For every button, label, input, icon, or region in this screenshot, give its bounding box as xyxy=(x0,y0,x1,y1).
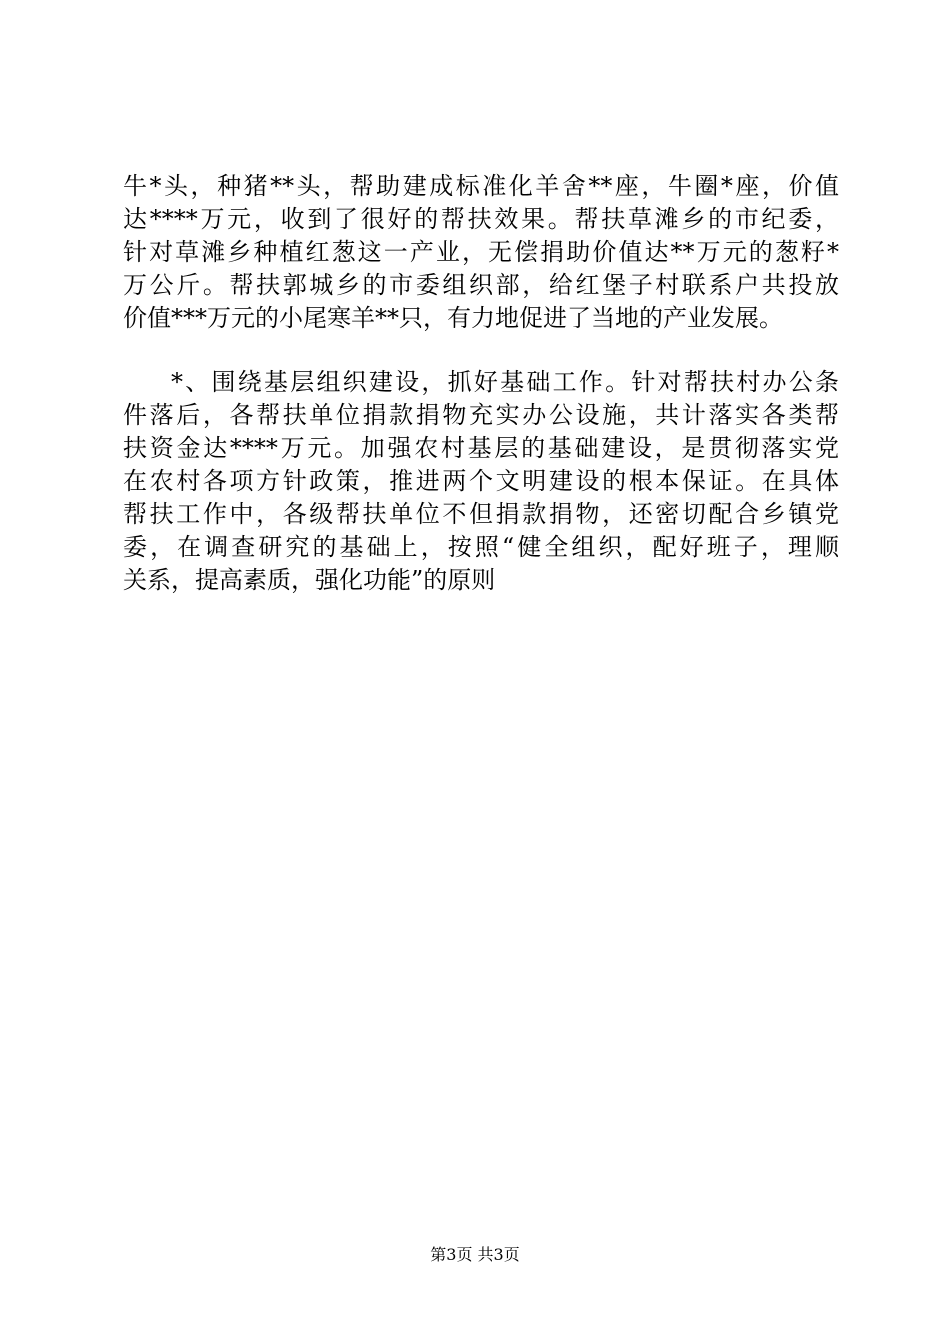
paragraph-line: 针对草滩乡种植红葱这一产业，无偿捐助价值达**万元的葱籽* xyxy=(123,238,839,266)
page-footer xyxy=(0,1245,950,1265)
paragraph-spacer xyxy=(123,335,839,366)
page-number-label: 第3页 共3页 xyxy=(430,1245,520,1264)
paragraph-line: 关系，提高素质，强化功能”的原则 xyxy=(123,566,496,594)
paragraph-1 xyxy=(123,170,839,335)
paragraph-line: 达****万元，收到了很好的帮扶效果。帮扶草滩乡的市纪委， xyxy=(123,205,839,233)
document-body xyxy=(123,170,839,597)
paragraph-line: 件落后，各帮扶单位捐款捐物充实办公设施，共计落实各类帮 xyxy=(123,401,839,429)
paragraph-line: 万公斤。帮扶郭城乡的市委组织部，给红堡子村联系户共投放 xyxy=(123,271,839,299)
paragraph-line: 帮扶工作中，各级帮扶单位不但捐款捐物，还密切配合乡镇党 xyxy=(123,500,839,528)
paragraph-line: 扶资金达****万元。加强农村基层的基础建设，是贯彻落实党 xyxy=(123,434,839,462)
paragraph-line: 价值***万元的小尾寒羊**只，有力地促进了当地的产业发展。 xyxy=(123,304,783,332)
paragraph-line: *、围绕基层组织建设，抓好基础工作。针对帮扶村办公条 xyxy=(171,368,839,396)
paragraph-line: 在农村各项方针政策，推进两个文明建设的根本保证。在具体 xyxy=(123,467,839,495)
paragraph-2 xyxy=(123,366,839,597)
paragraph-line: 牛*头，种猪**头，帮助建成标准化羊舍**座，牛圈*座，价值 xyxy=(123,172,839,200)
paragraph-line: 委，在调查研究的基础上，按照“健全组织，配好班子，理顺 xyxy=(123,533,839,561)
